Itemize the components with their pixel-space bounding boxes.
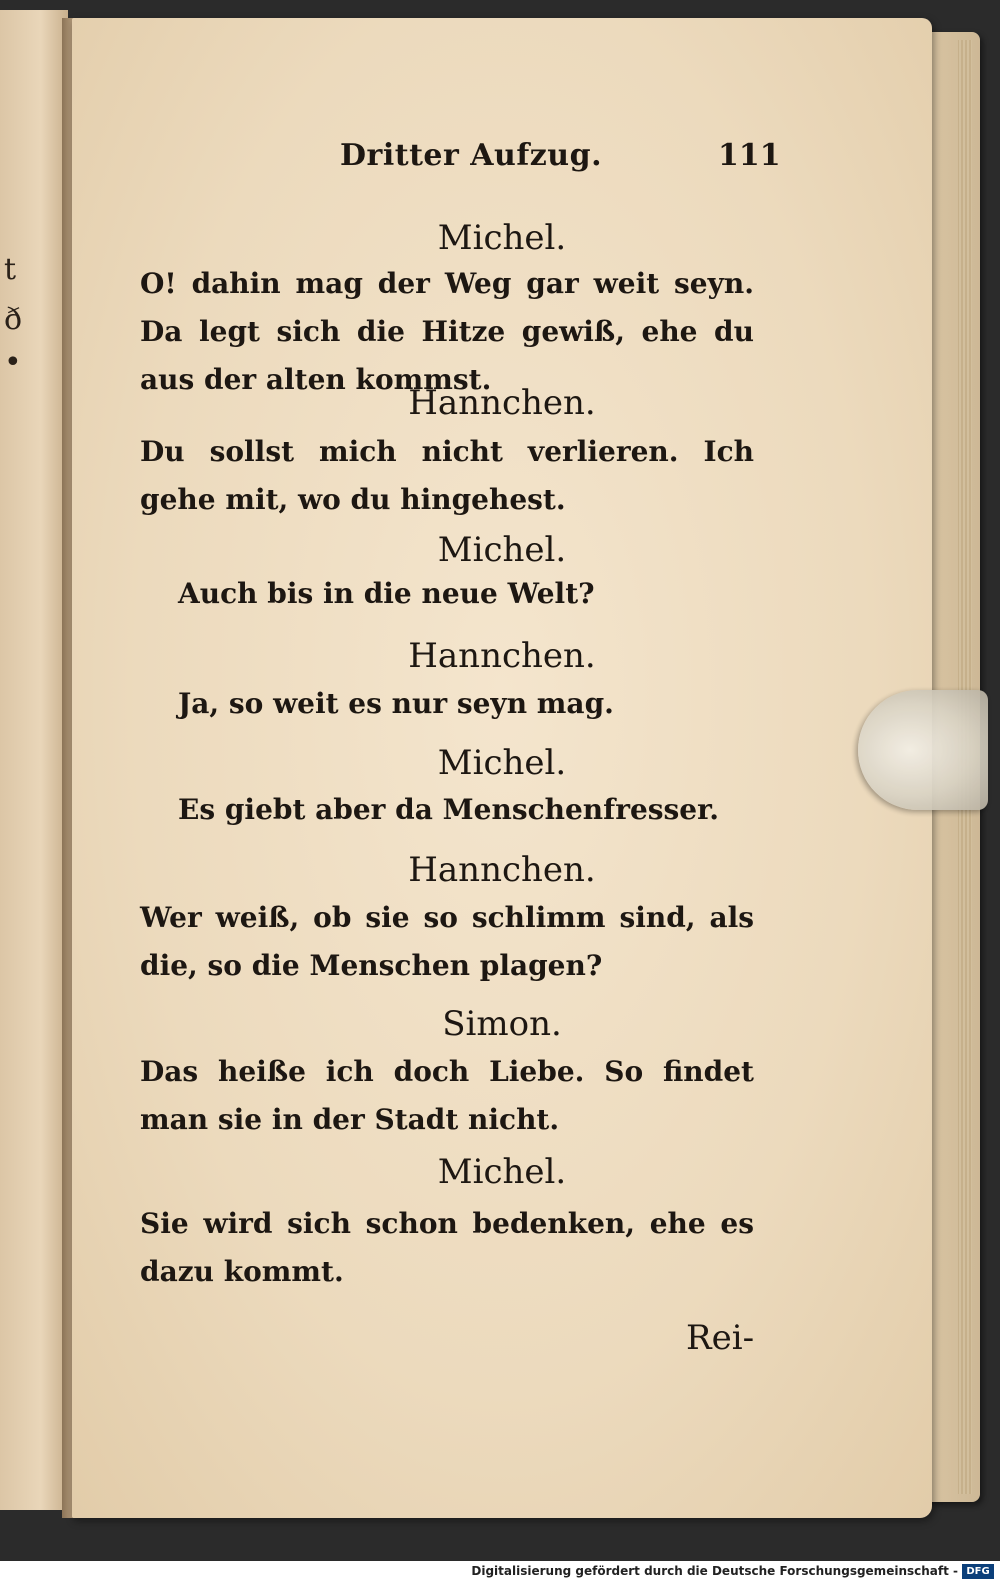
speech-text: Wer weiß, ob sie so schlimm sind, als die, so die Menschen plagen? (140, 901, 754, 982)
speaker-name: Hannchen. (408, 383, 596, 423)
facing-page-fragment: ð (4, 302, 23, 337)
speech-text: Es giebt aber da Menschenfresser. (178, 793, 720, 826)
facing-page-edge (0, 10, 68, 1510)
facing-page-fragment: t (4, 252, 17, 287)
speech-text: Auch bis in die neue Welt? (178, 577, 595, 610)
speaker-name: Hannchen. (408, 850, 596, 890)
speech-text: Das heiße ich doch Liebe. So findet man sie in der Stadt nicht. (140, 1055, 754, 1136)
speech-text: Sie wird sich schon bedenken, ehe es dazu kommt. (140, 1207, 754, 1288)
page-clip (858, 690, 988, 810)
page-number: 111 (718, 138, 781, 173)
running-head: Dritter Aufzug. (340, 138, 603, 173)
speaker-name: Michel. (437, 743, 567, 783)
speaker-name: Hannchen. (408, 636, 596, 676)
speech-text: O! dahin mag der Weg gar weit seyn. Da legt sich die Hitze gewiß, ehe du aus der alten kommst. (140, 267, 754, 396)
book-page (72, 18, 932, 1518)
footer-credit: Digitalisierung gefördert durch die Deutsche Forschungsgemeinschaft - (471, 1564, 958, 1578)
facing-page-fragment: • (4, 345, 22, 380)
speech-text: Ja, so weit es nur seyn mag. (178, 687, 614, 720)
speaker-name: Michel. (437, 530, 567, 570)
speech-text: Du sollst mich nicht verlieren. Ich gehe mit, wo du hingehest. (140, 435, 754, 516)
catchword: Rei- (686, 1318, 755, 1358)
dfg-logo-icon: DFG (962, 1564, 994, 1579)
speaker-name: Michel. (437, 1152, 567, 1192)
footer-bar (0, 1561, 1000, 1583)
speaker-name: Simon. (442, 1004, 562, 1044)
speaker-name: Michel. (437, 218, 567, 258)
